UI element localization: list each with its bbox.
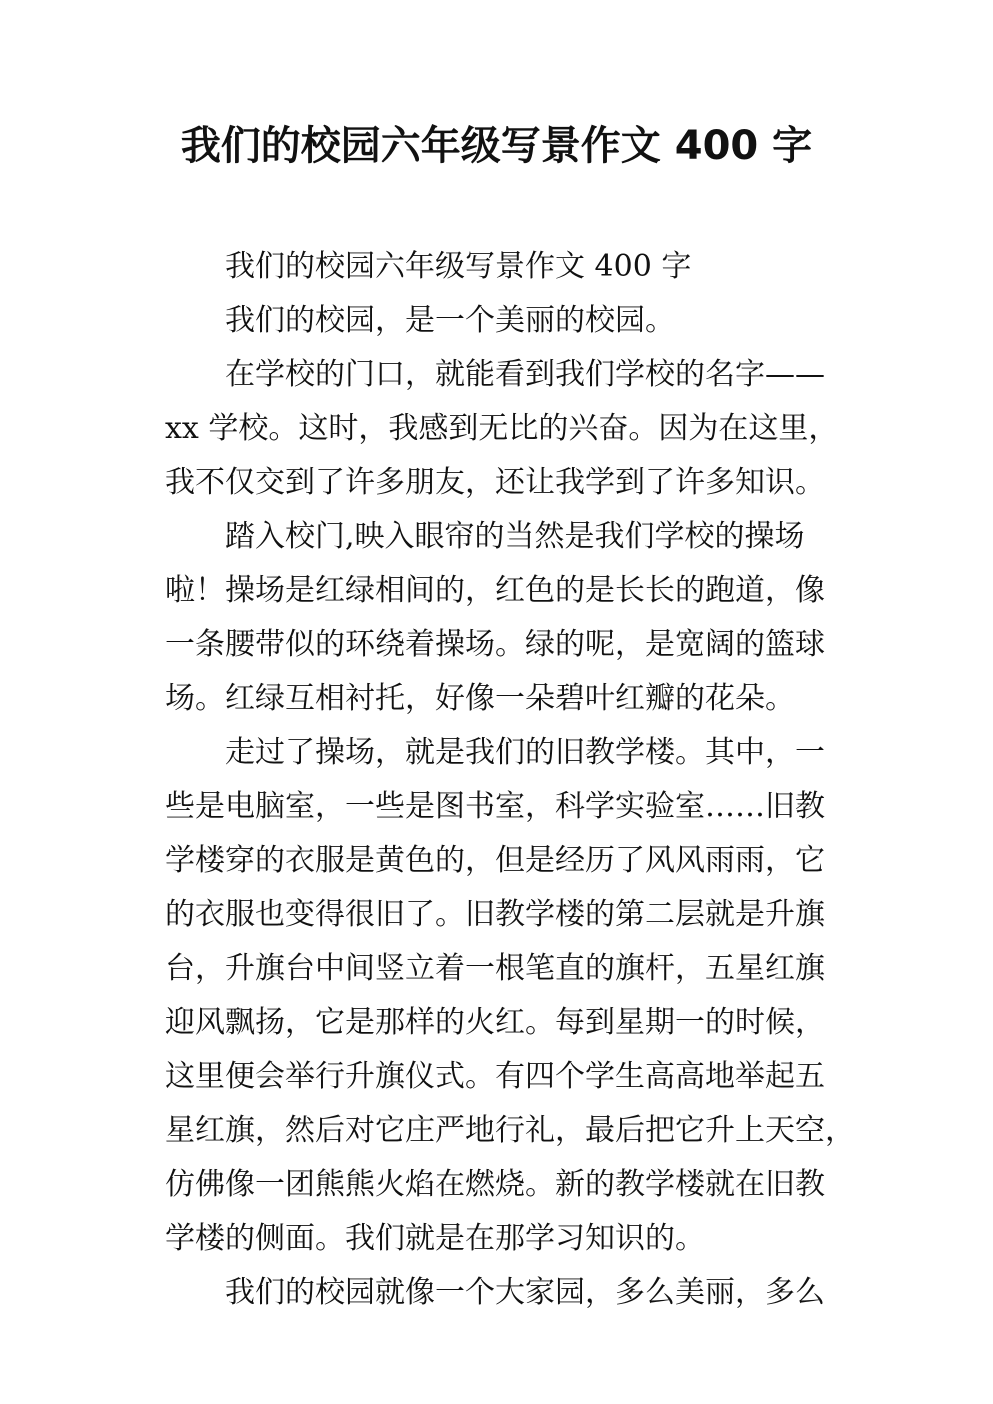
paragraph <box>165 1266 829 1320</box>
paragraph <box>165 348 839 510</box>
text-line: 迎风飘扬，它是那样的火红。每到星期一的时候， <box>165 1005 825 1040</box>
text-line: 啦！操场是红绿相间的，红色的是长长的跑道，像 <box>165 573 825 608</box>
text-line: 台，升旗台中间竖立着一根笔直的旗杆，五星红旗 <box>165 951 825 986</box>
text-line: 这里便会举行升旗仪式。有四个学生高高地举起五 <box>165 1059 825 1094</box>
paragraph <box>165 294 829 348</box>
paragraph <box>165 726 855 1266</box>
text-line: 场。红绿互相衬托，好像一朵碧叶红瓣的花朵。 <box>165 681 795 716</box>
text-line: 学楼的侧面。我们就是在那学习知识的。 <box>165 1221 705 1256</box>
paragraph <box>165 240 829 294</box>
text-line: 一条腰带似的环绕着操场。绿的呢，是宽阔的篮球 <box>165 627 825 662</box>
text-line: xx 学校。这时，我感到无比的兴奋。因为在这里， <box>165 411 839 446</box>
text-line: 的衣服也变得很旧了。旧教学楼的第二层就是升旗 <box>165 897 825 932</box>
text-line: 学楼穿的衣服是黄色的，但是经历了风风雨雨，它 <box>165 843 825 878</box>
text-line: 我们的校园，是一个美丽的校园。 <box>225 303 675 338</box>
text-line: 踏入校门,映入眼帘的当然是我们学校的操场 <box>225 519 805 554</box>
text-line: 在学校的门口，就能看到我们学校的名字—— <box>225 357 825 392</box>
text-line: 些是电脑室，一些是图书室，科学实验室……旧教 <box>165 789 825 824</box>
text-line: 我们的校园就像一个大家园，多么美丽，多么 <box>225 1275 825 1310</box>
text-line: 我们的校园六年级写景作文 400 字 <box>225 249 692 284</box>
document-body <box>165 240 855 1320</box>
text-line: 我不仅交到了许多朋友，还让我学到了许多知识。 <box>165 465 825 500</box>
text-line: 走过了操场，就是我们的旧教学楼。其中，一 <box>225 735 825 770</box>
text-line: 仿佛像一团熊熊火焰在燃烧。新的教学楼就在旧教 <box>165 1167 825 1202</box>
text-line: 星红旗，然后对它庄严地行礼，最后把它升上天空， <box>165 1113 855 1148</box>
document-title: 我们的校园六年级写景作文 400 字 <box>180 123 813 169</box>
paragraph <box>165 510 829 726</box>
